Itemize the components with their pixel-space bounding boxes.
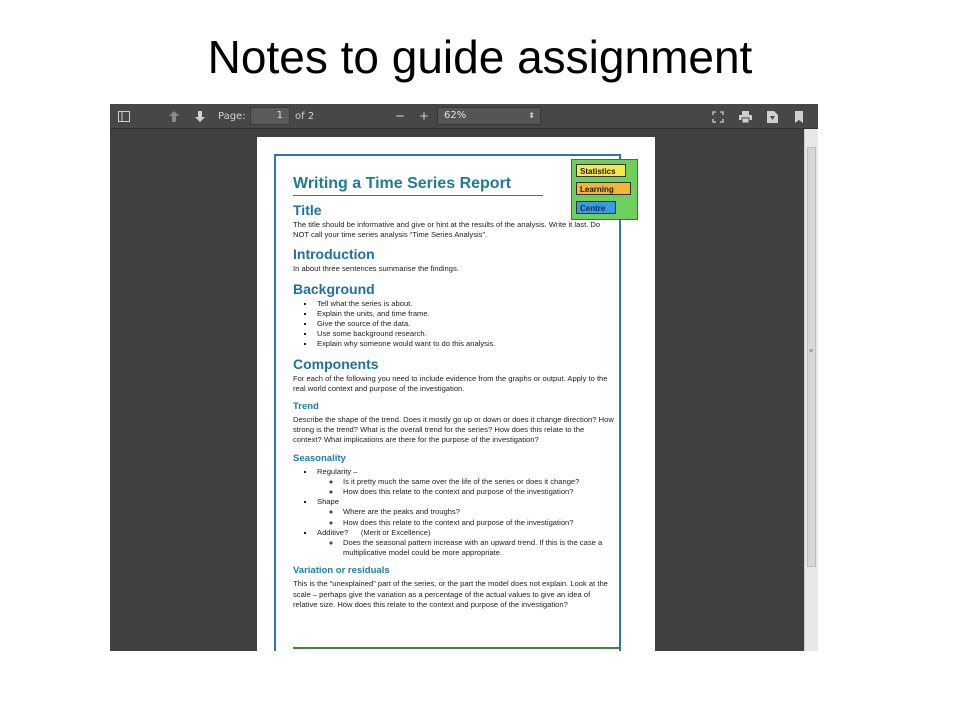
- next-page-icon[interactable]: [192, 104, 208, 129]
- section-heading-background: Background: [293, 280, 375, 297]
- sub-list: [317, 538, 615, 558]
- print-icon[interactable]: [736, 104, 754, 129]
- list-item: ▪ Explain the units, and time frame.: [315, 309, 615, 319]
- list-item: ▪ Give the source of the data.: [315, 319, 615, 329]
- slide-title: Notes to guide assignment: [207, 31, 753, 83]
- bottom-divider: [293, 647, 620, 649]
- select-arrows-icon: ⬍: [528, 111, 535, 120]
- list-item: [315, 497, 615, 528]
- subheading-seasonality: Seasonality: [293, 452, 346, 464]
- title-divider: [293, 195, 543, 196]
- sub-list: [317, 507, 615, 527]
- list-item: ◦ How does this relate to the context and purpose of the investigation?: [341, 518, 615, 528]
- grip-icon: ≡: [809, 348, 814, 355]
- pdf-toolbar: [110, 104, 818, 129]
- regularity-label: Regularity –: [317, 466, 358, 476]
- sub-list: [317, 477, 615, 497]
- pdf-page: [257, 137, 655, 651]
- logo-centre: Centre: [576, 201, 616, 214]
- section-heading-components: Components: [293, 355, 379, 372]
- list-item: ▪ Explain why someone would want to do this analysis.: [315, 339, 615, 349]
- page-number-input[interactable]: 1: [250, 107, 290, 125]
- previous-page-icon[interactable]: [166, 104, 182, 129]
- list-item: ◦ Is it pretty much the same over the life of the series or does it change?: [341, 477, 615, 487]
- list-item: [315, 528, 615, 559]
- trend-text: Describe the shape of the trend. Does it mostly go up or down or does it change direction? How strong is the trend? What is the overall trend for the series? How does this relate to the context? What implications are there for the purpose of the investigation?: [293, 415, 614, 445]
- variation-text: This is the “unexplained” part of the series, or the part the model does not explain. Look at the scale – perhaps give the variation as a percentage of the actual values to give an idea of relative size. How does this relate to the context and purpose of the investigation?: [293, 579, 608, 609]
- subheading-trend: Trend: [293, 401, 319, 413]
- section-heading-title: Title: [293, 202, 322, 218]
- background-list: [293, 299, 615, 350]
- scrollbar-thumb[interactable]: [807, 147, 816, 567]
- zoom-out-icon[interactable]: −: [395, 108, 405, 125]
- list-item: ◦ Does the seasonal pattern increase with an upward trend. If this is the case a multiplicative model could be more appropriate.: [341, 538, 615, 558]
- bookmark-icon[interactable]: [792, 104, 806, 129]
- list-item: ◦ How does this relate to the context and purpose of the investigation?: [341, 487, 615, 497]
- logo-statistics: Statistics: [576, 164, 626, 177]
- zoom-select[interactable]: [437, 107, 541, 125]
- section-heading-introduction: Introduction: [293, 246, 375, 263]
- document-content: [293, 157, 615, 610]
- list-item: ▪ Tell what the series is about.: [315, 299, 615, 309]
- download-icon[interactable]: [764, 104, 780, 129]
- list-item: ◦ Where are the peaks and troughs?: [341, 507, 615, 517]
- fullscreen-icon[interactable]: [710, 104, 726, 129]
- sidebar-toggle-icon[interactable]: [116, 104, 132, 129]
- page-total: of 2: [295, 111, 315, 122]
- logo-learning: Learning: [576, 182, 631, 195]
- list-item: [315, 467, 615, 498]
- introduction-text: In about three sentences summarise the findings.: [293, 264, 459, 274]
- document-title: Writing a Time Series Report: [293, 175, 512, 192]
- pdf-viewer: [110, 104, 818, 651]
- additive-label: Additive? (Merit or Excellence): [317, 527, 431, 537]
- title-text: The title should be informative and give or hint at the results of the analysis. Write it last. Do NOT call your time series analysis “Time Series Analysis”.: [293, 220, 601, 240]
- shape-label: Shape: [317, 497, 339, 507]
- subheading-variation: Variation or residuals: [293, 565, 390, 577]
- vertical-scrollbar[interactable]: [804, 129, 818, 651]
- zoom-value: 62%: [444, 110, 467, 121]
- seasonality-list: [293, 467, 615, 559]
- zoom-in-icon[interactable]: +: [419, 108, 429, 125]
- list-item: ▪ Use some background research.: [315, 329, 615, 339]
- page-label: Page:: [218, 111, 246, 122]
- components-text: For each of the following you need to include evidence from the graphs or output. Apply to the real world context and purpose of the investigation.: [293, 373, 608, 393]
